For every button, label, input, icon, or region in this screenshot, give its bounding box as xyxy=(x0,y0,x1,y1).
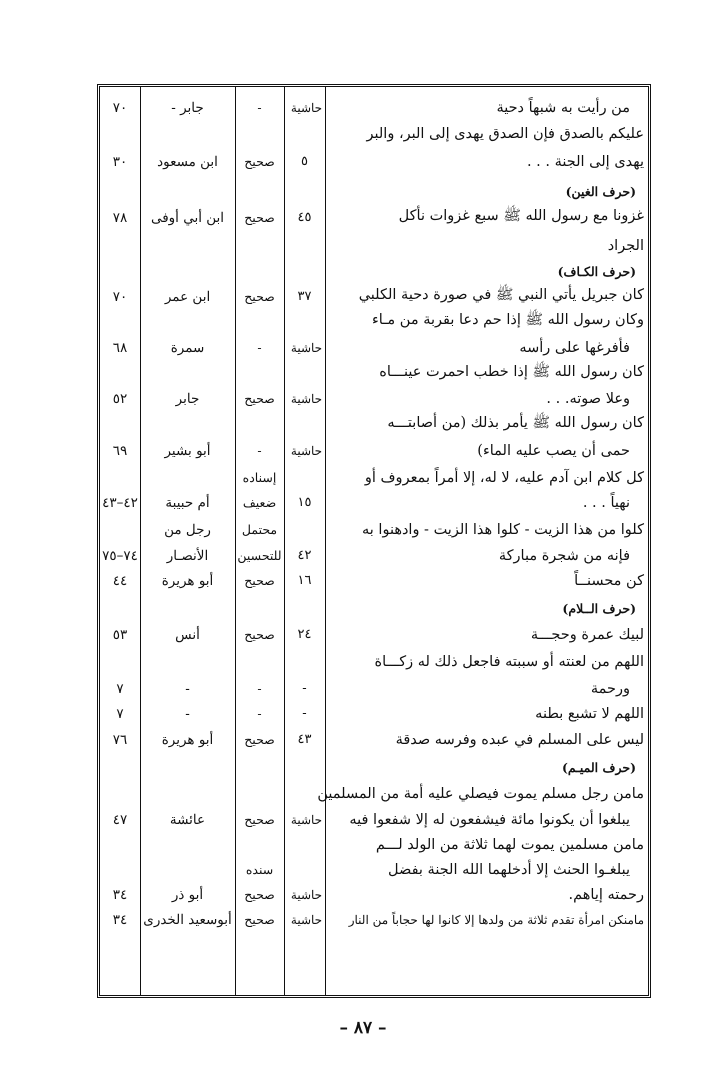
table-row xyxy=(100,490,648,515)
hadith-number-cell: ١٥ xyxy=(297,495,312,510)
narrator-cell: رجل من xyxy=(164,521,211,538)
grade-cell: - xyxy=(257,681,262,696)
table-row xyxy=(100,361,648,386)
page-ref-cell: ٣٤ xyxy=(112,886,128,903)
source-cell: حاشية xyxy=(290,391,323,406)
hadith-text: مامنكن امرأة تقدم ثلاثة من ولدها إلا كانوا لها حجاباً من النار xyxy=(348,912,644,927)
source-cell: حاشية xyxy=(290,812,323,827)
table-row xyxy=(100,676,648,701)
grade-cell: صحيح xyxy=(244,573,275,588)
narrator-cell: ابن أبي أوفى xyxy=(150,209,225,226)
table-row xyxy=(100,568,648,593)
narrator-cell: جابر xyxy=(175,390,200,407)
grade-cell: صحيح xyxy=(244,887,275,902)
hadith-number-cell xyxy=(284,95,325,120)
grade-cell: - xyxy=(257,443,262,458)
page-ref-cell: ٤٤ xyxy=(112,572,128,589)
hadith-text: (حرف الميـم) xyxy=(561,760,636,775)
hadith-number-cell xyxy=(284,121,325,146)
page-number: – ٨٧ – xyxy=(339,1018,387,1038)
table-row xyxy=(100,755,648,780)
hadith-number-cell: ٥ xyxy=(301,154,308,169)
hadith-number-cell xyxy=(284,412,325,437)
hadith-text: رحمته إياهم. xyxy=(568,886,644,903)
grade-cell: محتمل xyxy=(241,522,278,537)
narrator-cell xyxy=(140,596,235,621)
grade-cell xyxy=(235,121,284,146)
table-row xyxy=(100,857,648,882)
page-ref-cell xyxy=(100,649,140,674)
grade-cell: سنده xyxy=(245,862,274,877)
page-ref-cell: ٧ xyxy=(116,680,124,697)
table-row xyxy=(100,701,648,726)
source-cell: حاشية xyxy=(290,887,323,902)
page-ref-cell: ٥٢ xyxy=(112,390,128,407)
grade-cell xyxy=(235,781,284,806)
page-ref-cell xyxy=(100,121,140,146)
grade-cell: - xyxy=(257,706,262,721)
narrator-cell: عائشة xyxy=(169,811,206,828)
source-cell: حاشية xyxy=(290,100,323,115)
grade-cell xyxy=(235,596,284,621)
hadith-text: يبلغـوا الحنث إلا أدخلهما الله الجنة بفضل xyxy=(388,861,630,878)
grade-cell xyxy=(235,412,284,437)
hadith-text: نهياً . . . xyxy=(582,494,630,511)
hadith-text: كل كلام ابن آدم عليه، لا له، إلا أمراً بمعروف أو xyxy=(364,469,644,486)
grade-cell: - xyxy=(257,100,262,115)
table-row xyxy=(100,727,648,752)
hadith-number-cell: ١٦ xyxy=(297,573,312,588)
hadith-text: فإنه من شجرة مباركة xyxy=(498,547,630,564)
hadith-text: اللهم من لعنته أو سببته فاجعل ذلك له زكـــاة xyxy=(374,653,644,670)
page-ref-cell: ٥٣ xyxy=(112,626,128,643)
grade-cell xyxy=(235,309,284,334)
hadith-number-cell xyxy=(284,179,325,204)
narrator-cell: - xyxy=(185,680,190,697)
hadith-number-cell xyxy=(284,755,325,780)
table-row xyxy=(100,412,648,437)
narrator-cell xyxy=(140,755,235,780)
hadith-number-cell: - xyxy=(302,681,307,696)
grade-cell: صحيح xyxy=(244,627,275,642)
grade-cell: للتحسين xyxy=(237,548,282,563)
hadith-text: مامن رجل مسلم يموت فيصلي عليه أمة من المسلمين xyxy=(317,785,644,802)
hadith-text: كان رسول الله ﷺ إذا خطب احمرت عينـــاه xyxy=(379,364,644,380)
hadith-text: ليس على المسلم في عبده وفرسه صدقة xyxy=(395,731,644,748)
page-ref-cell xyxy=(100,465,140,490)
table-row xyxy=(100,649,648,674)
hadith-text: فأفرغها على رأسه xyxy=(519,339,630,356)
narrator-cell xyxy=(140,259,235,284)
grade-cell: - xyxy=(257,340,262,355)
table-row xyxy=(100,95,648,120)
hadith-text: (حرف الكـاف) xyxy=(557,264,636,279)
page-ref-cell xyxy=(100,832,140,857)
table-row xyxy=(100,121,648,146)
narrator-cell: - xyxy=(185,705,190,722)
hadith-number-cell: - xyxy=(302,706,307,721)
table-row xyxy=(100,781,648,806)
hadith-text: كان رسول الله ﷺ يأمر بذلك (من أصابتـــه xyxy=(387,415,644,431)
page-ref-cell xyxy=(100,781,140,806)
table-row xyxy=(100,832,648,857)
hadith-text: وعلا صوته. . . xyxy=(546,390,630,407)
grade-cell xyxy=(235,259,284,284)
page-ref-cell xyxy=(100,179,140,204)
page-ref-cell xyxy=(100,361,140,386)
table-row xyxy=(100,205,648,230)
hadith-text: يبلغوا أن يكونوا مائة فيشفعون له إلا شفعوا فيه xyxy=(349,811,630,828)
hadith-text: عليكم بالصدق فإن الصدق يهدى إلى البر، والبر xyxy=(366,125,644,142)
hadith-text: اللهم لا تشبع بطنه xyxy=(535,705,644,722)
hadith-number-cell: ٤٥ xyxy=(297,210,312,225)
narrator-cell: سمرة xyxy=(170,339,205,356)
narrator-cell: أبو بشير xyxy=(164,442,211,459)
hadith-text: يهدى إلى الجنة . . . xyxy=(526,153,644,170)
table-row xyxy=(100,259,648,284)
hadith-number-cell: ٢٤ xyxy=(297,627,312,642)
narrator-cell xyxy=(140,649,235,674)
hadith-text: كان جبريل يأتي النبي ﷺ في صورة دحية الكلبي xyxy=(358,287,644,303)
table-row xyxy=(100,284,648,309)
page-ref-cell xyxy=(100,259,140,284)
hadith-number-cell xyxy=(284,335,325,360)
page-ref-cell: ٦٨ xyxy=(112,339,128,356)
hadith-number-cell xyxy=(284,781,325,806)
narrator-cell xyxy=(140,465,235,490)
hadith-number-cell xyxy=(284,386,325,411)
page-ref-cell: ٧٠ xyxy=(112,99,128,116)
table-row xyxy=(100,543,648,568)
hadith-number-cell xyxy=(284,361,325,386)
hadith-number-cell xyxy=(284,517,325,542)
narrator-cell: أبو هريرة xyxy=(161,572,214,589)
grade-cell xyxy=(235,649,284,674)
hadith-text: غزونا مع رسول الله ﷺ سبع غزوات نأكل xyxy=(398,208,644,224)
table-row xyxy=(100,335,648,360)
hadith-text: كلوا من هذا الزيت - كلوا هذا الزيت - وادهنوا به xyxy=(362,521,644,538)
narrator-cell xyxy=(140,832,235,857)
narrator-cell xyxy=(140,361,235,386)
source-cell: حاشية xyxy=(290,340,323,355)
page-ref-cell: ٦٩ xyxy=(112,442,128,459)
narrator-cell xyxy=(140,781,235,806)
narrator-cell xyxy=(140,233,235,258)
narrator-cell xyxy=(140,857,235,882)
table-row xyxy=(100,309,648,334)
narrator-cell xyxy=(140,309,235,334)
hadith-number-cell xyxy=(284,465,325,490)
hadith-number-cell xyxy=(284,907,325,932)
narrator-cell: ابن عمر xyxy=(164,288,211,305)
grade-cell xyxy=(235,755,284,780)
page-ref-cell: ٣٤ xyxy=(112,911,128,928)
grade-cell xyxy=(235,233,284,258)
grade-cell: ضعيف xyxy=(242,495,277,510)
table-row xyxy=(100,596,648,621)
grade-cell xyxy=(235,179,284,204)
table-row xyxy=(100,233,648,258)
page-ref-cell: ٤٧ xyxy=(112,811,128,828)
hadith-text: (حرف الغين) xyxy=(565,184,636,199)
narrator-cell: الأنصـار xyxy=(166,547,209,564)
grade-cell xyxy=(235,361,284,386)
hadith-text: من رأيت به شبهاً دحية xyxy=(496,99,630,116)
grade-cell: صحيح xyxy=(244,732,275,747)
table-row xyxy=(100,517,648,542)
hadith-number-cell xyxy=(284,857,325,882)
hadith-text: مامن مسلمين يموت لهما ثلاثة من الولد لـــم xyxy=(375,836,644,853)
narrator-cell: أبوسعيد الخدرى xyxy=(143,911,232,928)
grade-cell: صحيح xyxy=(244,210,275,225)
page-ref-cell xyxy=(100,309,140,334)
hadith-text: كن محسنــاً xyxy=(574,572,644,589)
page-ref-cell: ٧ xyxy=(116,705,124,722)
grade-cell: صحيح xyxy=(244,391,275,406)
hadith-number-cell: ٤٢ xyxy=(297,548,312,563)
grade-cell: صحيح xyxy=(244,289,275,304)
table-row xyxy=(100,882,648,907)
page-ref-cell: ٧٦ xyxy=(112,731,128,748)
page-ref-cell xyxy=(100,517,140,542)
narrator-cell xyxy=(140,179,235,204)
hadith-text: ورحمة xyxy=(590,680,630,697)
grade-cell: صحيح xyxy=(244,154,275,169)
page-ref-cell xyxy=(100,412,140,437)
table-frame xyxy=(97,84,651,998)
table-row xyxy=(100,465,648,490)
narrator-cell xyxy=(140,412,235,437)
page-ref-cell: ٧٨ xyxy=(112,209,128,226)
hadith-number-cell: ٤٣ xyxy=(297,732,312,747)
page-ref-cell xyxy=(100,233,140,258)
hadith-number-cell xyxy=(284,807,325,832)
page-ref-cell xyxy=(100,857,140,882)
hadith-number-cell xyxy=(284,438,325,463)
hadith-number-cell xyxy=(284,259,325,284)
narrator-cell: ابن مسعود xyxy=(157,153,218,170)
hadith-text: وكان رسول الله ﷺ إذا حم دعا بقربة من مـاء xyxy=(371,312,644,328)
table-row xyxy=(100,622,648,647)
narrator-cell: أنس xyxy=(175,626,200,643)
hadith-text: الجراد xyxy=(607,237,644,254)
table-row xyxy=(100,907,648,932)
narrator-cell: أبو ذر xyxy=(171,886,204,903)
page-ref-cell: ٧٤–٧٥ xyxy=(102,547,138,564)
page-ref-cell xyxy=(100,596,140,621)
hadith-number-cell xyxy=(284,596,325,621)
page-ref-cell: ٧٠ xyxy=(112,288,128,305)
hadith-number-cell xyxy=(284,882,325,907)
narrator-cell: أم حبيبة xyxy=(165,494,210,511)
grade-cell: صحيح xyxy=(244,812,275,827)
table-row xyxy=(100,438,648,463)
grade-cell: إسناده xyxy=(242,470,277,485)
hadith-text: لبيك عمرة وحجـــة xyxy=(530,626,644,643)
narrator-cell: جابر - xyxy=(171,99,204,116)
page-ref-cell: ٤٢–٤٣ xyxy=(102,494,138,511)
narrator-cell: أبو هريرة xyxy=(161,731,214,748)
grade-cell xyxy=(235,832,284,857)
page-ref-cell: ٣٠ xyxy=(112,153,128,170)
table-row xyxy=(100,179,648,204)
source-cell: حاشية xyxy=(290,443,323,458)
narrator-cell xyxy=(140,121,235,146)
table-row xyxy=(100,386,648,411)
grade-cell: صحيح xyxy=(244,912,275,927)
hadith-text: (حرف الــلام) xyxy=(562,601,636,616)
hadith-number-cell xyxy=(284,649,325,674)
hadith-number-cell: ٣٧ xyxy=(297,289,312,304)
hadith-number-cell xyxy=(284,233,325,258)
page-ref-cell xyxy=(100,755,140,780)
hadith-number-cell xyxy=(284,309,325,334)
source-cell: حاشية xyxy=(290,912,323,927)
table-row xyxy=(100,807,648,832)
table-row xyxy=(100,149,648,174)
hadith-number-cell xyxy=(284,832,325,857)
hadith-text: حمى أن يصب عليه الماء) xyxy=(477,442,630,459)
